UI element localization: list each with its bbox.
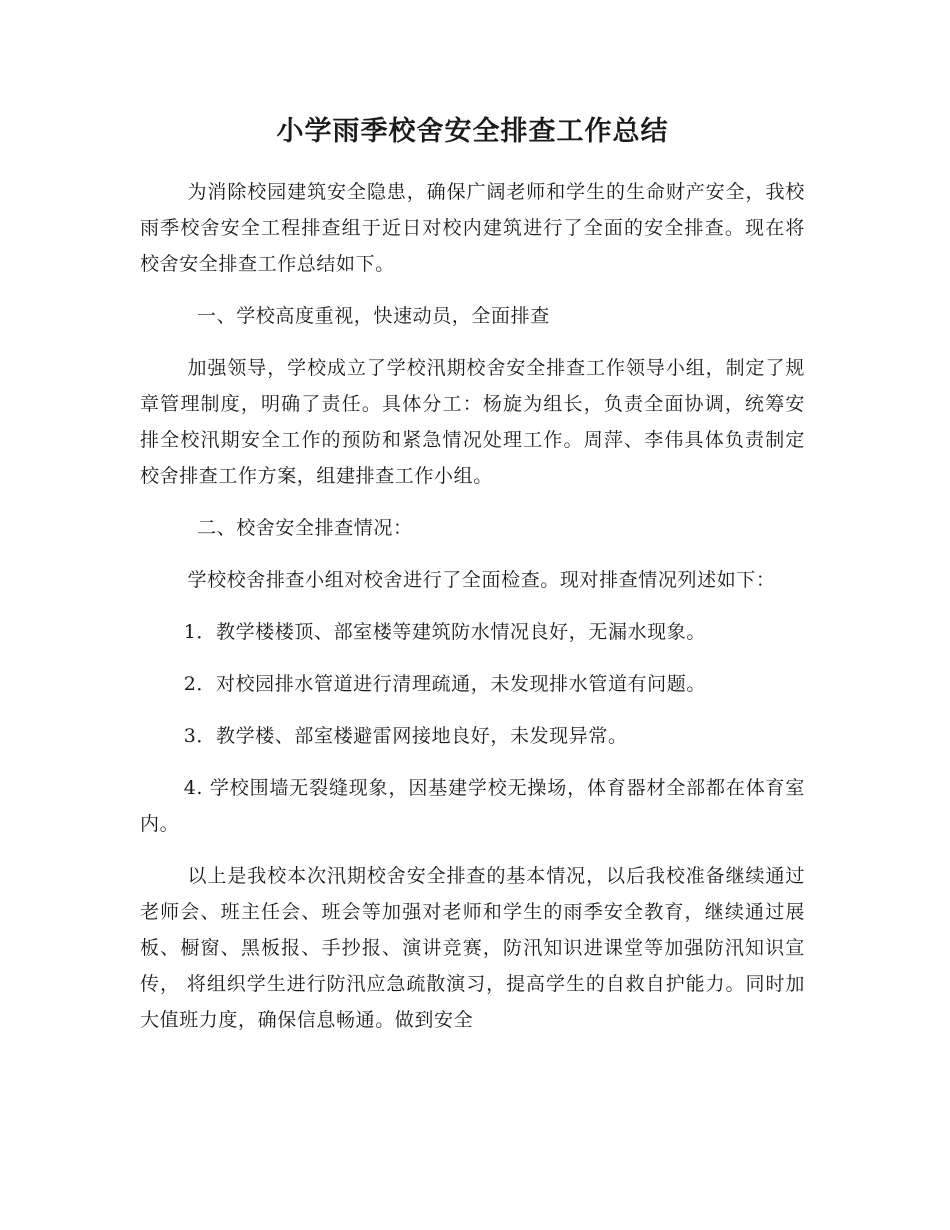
list-item: 2．对校园排水管道进行清理疏通，未发现排水管道有问题。 xyxy=(183,673,706,695)
section-2-heading: 二、校舍安全排查情况： xyxy=(197,517,413,539)
closing-paragraph: 以上是我校本次汛期校舍安全排查的基本情况，以后我校准备继续通过老师会、班主任会、班会等加强对老师和学生的雨季安全教育，继续通过展板、橱窗、黑板报、手抄报、演讲竞赛，防汛知识进课堂等加强防汛知识宣传， 将组织学生进行防汛应急疏散演习，提高学生的自救自护能力。同时加大值班力度，确保信息畅通。做到安全 xyxy=(140,865,805,1031)
list-item: 3．教学楼、部室楼避雷网接地良好，未发现异常。 xyxy=(183,725,628,747)
intro-paragraph: 为消除校园建筑安全隐患，确保广阔老师和学生的生命财产安全，我校雨季校舍安全工程排查组于近日对校内建筑进行了全面的安全排查。现在将校舍安全排查工作总结如下。 xyxy=(140,181,805,275)
section-1-heading: 一、学校高度重视，快速动员，全面排查 xyxy=(197,305,550,327)
document-title: 小学雨季校舍安全排查工作总结 xyxy=(276,116,669,147)
section-2-intro: 学校校舍排查小组对校舍进行了全面检查。现对排查情况列述如下： xyxy=(187,569,776,591)
section-1-body: 加强领导，学校成立了学校汛期校舍安全排查工作领导小组，制定了规章管理制度，明确了责任。具体分工：杨旋为组长，负责全面协调，统筹安排全校汛期安全工作的预防和紧急情况处理工作。周萍、李伟具体负责制定校舍排查工作方案，组建排查工作小组。 xyxy=(140,357,805,487)
list-item: 4. 学校围墙无裂缝现象，因基建学校无操场，体育器材全部都在体育室内。 xyxy=(140,777,805,835)
list-item: 1．教学楼楼顶、部室楼等建筑防水情况良好，无漏水现象。 xyxy=(183,621,706,643)
document-page xyxy=(140,112,805,1054)
